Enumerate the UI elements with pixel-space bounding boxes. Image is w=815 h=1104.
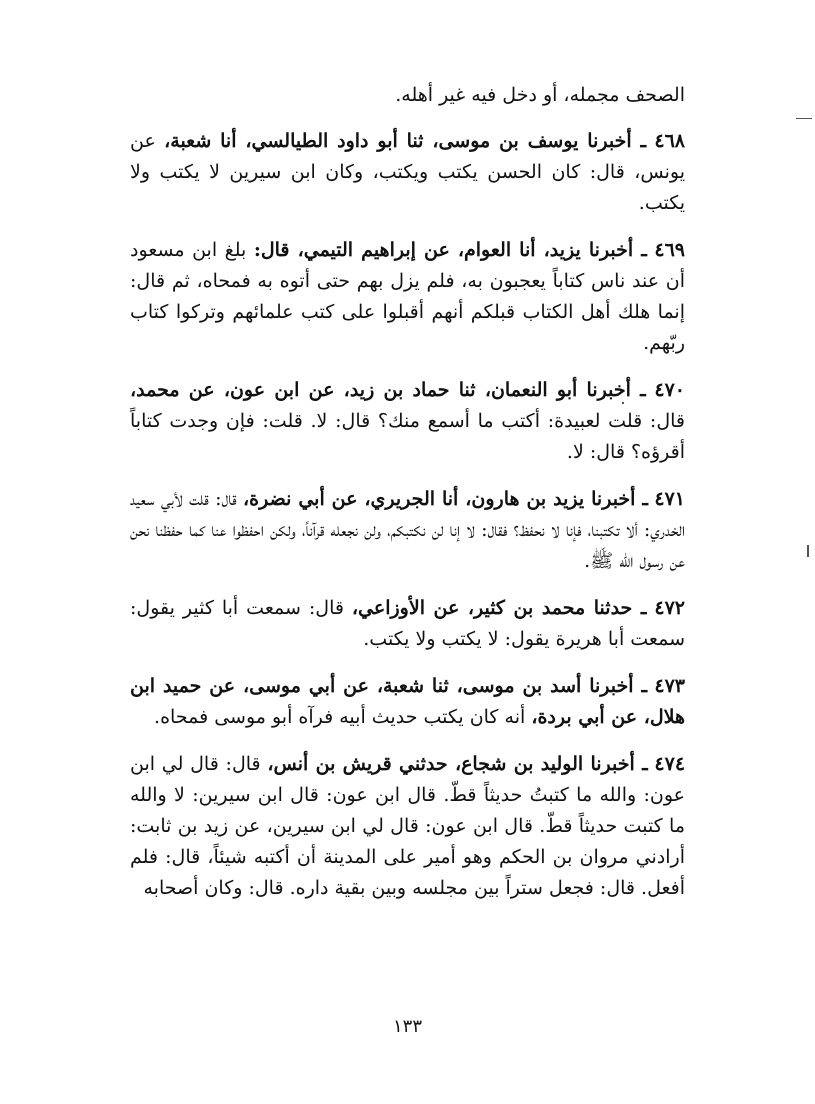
entry-number: ٤٧٢	[654, 597, 685, 619]
entry-text: قال: قلت لأبي سعيد الخدري: ألا تكتبنا، فإنا لا نحفظ؟ فقال: لا إنا لن نكتبكم، ولن نجعله قرآناً، ولكن احفظوا عنا كما حفظنا نحن عن رسول الله ﷺ.	[130, 488, 685, 572]
entry-number: ٤٧٠	[654, 379, 685, 401]
entry-470	[130, 375, 685, 468]
entry-isnad: ـ حدثنا محمد بن كثير، عن الأوزاعي،	[351, 597, 647, 619]
entry-isnad: ـ أخبرنا يزيد، أنا العوام، عن إبراهيم التيمي، قال:	[253, 239, 647, 261]
entry-text: قال: قال لي ابن عون: والله ما كتبتُ حديثاً قطّ. قال ابن عون: قال ابن سيرين: لا والله ما كتبت حديثاً قطّ. قال ابن عون: قال لي ابن سيرين، عن زيد بن ثابت: أرادني مروان بن الحكم وهو أمير على المدينة أن أكتبه شيئاً، قال: فلم أفعل. قال: فجعل ستراً بين مجلسه وبين بقية داره. قال: وكان أصحابه	[130, 753, 685, 899]
entry-468	[130, 126, 685, 219]
page-number: ١٣٣	[392, 1016, 422, 1037]
entry-text: أنه كان يكتب حديث أبيه فرآه أبو موسى فمحاه.	[154, 706, 526, 728]
entry-472	[130, 593, 685, 655]
entry-text: عن يونس، قال: كان الحسن يكتب ويكتب، وكان ابن سيرين لا يكتب ولا يكتب.	[130, 130, 685, 214]
entry-isnad: ـ أخبرنا أبو النعمان، ثنا حماد بن زيد، عن ابن عون، عن محمد،	[130, 379, 646, 401]
entry-474	[130, 749, 685, 904]
scan-speck	[622, 402, 624, 404]
text-column	[130, 80, 685, 904]
entry-text: قال: قلت لعبيدة: أكتب ما أسمع منك؟ قال: لا. قلت: فإن وجدت كتاباً أقرؤه؟ قال: لا.	[130, 410, 685, 463]
entry-text: بلغ ابن مسعود أن عند ناس كتاباً يعجبون به، فلم يزل بهم حتى أتوه به فمحاه، ثم قال: إنما هلك أهل الكتاب قبلكم أنهم أقبلوا على كتب علمائهم وتركوا كتاب ربّهم.	[130, 239, 685, 354]
entry-isnad: ـ أخبرنا يزيد بن هارون، أنا الجريري، عن أبي نضرة،	[243, 488, 648, 510]
intro-line: الصحف مجمله، أو دخل فيه غير أهله.	[395, 84, 685, 106]
entry-isnad: ـ أخبرنا أسد بن موسى، ثنا شعبة، عن أبي موسى، عن حميد ابن هلال، عن أبي بردة،	[130, 675, 685, 728]
entry-number: ٤٧٤	[654, 753, 686, 775]
entry-number: ٤٧١	[654, 488, 685, 510]
scan-margin-mark	[796, 118, 812, 119]
entry-text: قال: سمعت أبا كثير يقول: سمعت أبا هريرة يقول: لا يكتب ولا يكتب.	[130, 597, 685, 650]
entry-473	[130, 671, 685, 733]
scan-margin-mark	[807, 545, 809, 557]
entry-number: ٤٦٨	[654, 130, 685, 152]
entry-number: ٤٦٩	[654, 239, 685, 261]
entry-471	[130, 484, 685, 577]
entry-469	[130, 235, 685, 359]
entry-isnad: ـ أخبرنا يوسف بن موسى، ثنا أبو داود الطيالسي، أنا شعبة،	[164, 130, 647, 152]
entry-isnad: ـ أخبرنا الوليد بن شجاع، حدثني قريش بن أنس،	[267, 753, 648, 775]
entry-number: ٤٧٣	[654, 675, 685, 697]
